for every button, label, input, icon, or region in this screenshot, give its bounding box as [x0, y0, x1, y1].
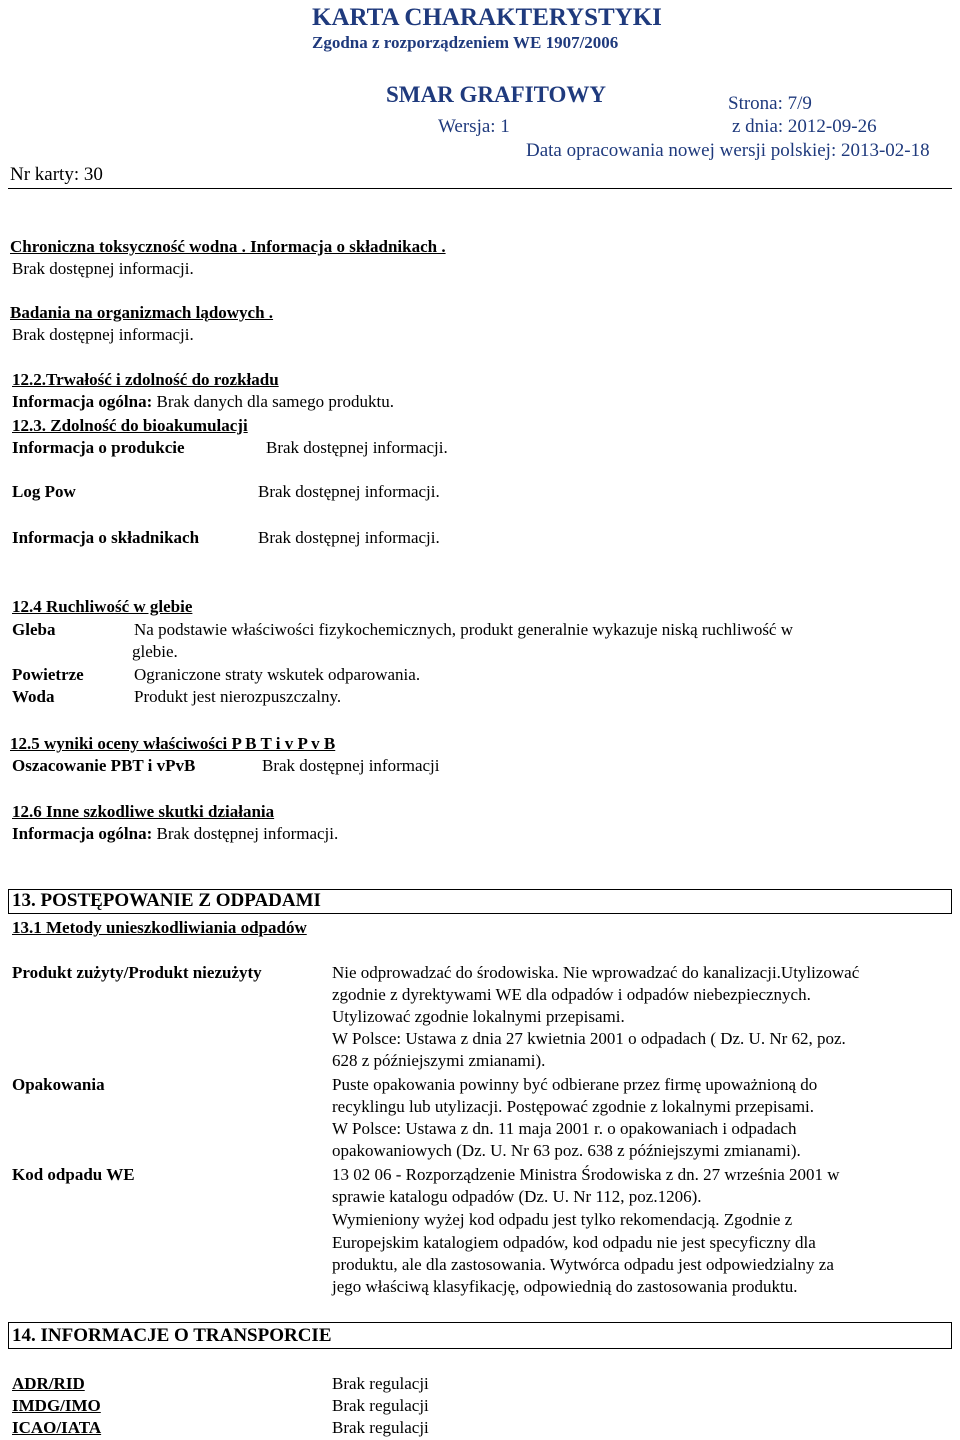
section-14-heading: 14. INFORMACJE O TRANSPORCIE: [8, 1322, 952, 1349]
section-13-heading: 13. POSTĘPOWANIE Z ODPADAMI: [8, 889, 952, 914]
persistence-label: Informacja ogólna:: [12, 392, 153, 411]
mobility-label: Gleba: [12, 620, 56, 639]
transport-value: Brak regulacji: [332, 1396, 429, 1415]
disposal-line: Utylizować zgodnie lokalnymi przepisami.: [332, 1007, 625, 1026]
transport-label: ADR/RID: [12, 1374, 85, 1393]
bioacc-value: Brak dostępnej informacji.: [266, 438, 448, 457]
terrestrial-text: Brak dostępnej informacji.: [12, 325, 194, 344]
disposal-line: opakowaniowych (Dz. U. Nr 63 poz. 638 z późniejszymi zmianami).: [332, 1141, 801, 1160]
terrestrial-heading: Badania na organizmach lądowych .: [10, 303, 274, 322]
mobility-value: Produkt jest nierozpuszczalny.: [134, 687, 342, 706]
disposal-line: 13 02 06 - Rozporządzenie Ministra Środowiska z dn. 27 września 2001 w: [332, 1165, 840, 1184]
transport-label: IMDG/IMO: [12, 1396, 101, 1415]
page-number: Strona: 7/9: [728, 93, 812, 114]
transport-label: ICAO/IATA: [12, 1418, 102, 1437]
version: Wersja: 1: [438, 116, 510, 137]
disposal-label: Opakowania: [12, 1075, 105, 1094]
pbt-heading: 12.5 wyniki oceny właściwości P B T i v P v B: [10, 734, 336, 753]
persistence-heading: 12.2.Trwałość i zdolność do rozkładu: [12, 370, 279, 389]
chronic-toxicity-heading: Chroniczna toksyczność wodna . Informacja o składnikach .: [10, 237, 446, 256]
mobility-value: Ograniczone straty wskutek odparowania.: [134, 665, 421, 684]
other-effects-label: Informacja ogólna:: [12, 824, 153, 843]
bioacc-value: Brak dostępnej informacji.: [258, 482, 440, 501]
transport-value: Brak regulacji: [332, 1374, 429, 1393]
mobility-value: Na podstawie właściwości fizykochemicznych, produkt generalnie wykazuje niską ruchliwość w: [134, 620, 794, 639]
polish-version-date: Data opracowania nowej wersji polskiej: 2013-02-18: [526, 140, 930, 161]
disposal-line: recyklingu lub utylizacji. Postępować zgodnie z lokalnymi przepisami.: [332, 1097, 815, 1116]
bioaccumulation-heading: 12.3. Zdolność do bioakumulacji: [12, 416, 248, 435]
mobility-heading: 12.4 Ruchliwość w glebie: [12, 597, 193, 616]
disposal-label: Kod odpadu WE: [12, 1165, 135, 1184]
header-divider: [8, 188, 952, 189]
disposal-line: Wymieniony wyżej kod odpadu jest tylko rekomendacją. Zgodnie z: [332, 1210, 793, 1229]
chronic-toxicity-text: Brak dostępnej informacji.: [12, 259, 194, 278]
disposal-line: produktu, ale dla zastosowania. Wytwórca odpadu jest odpowiedzialny za: [332, 1255, 834, 1274]
product-name: SMAR GRAFITOWY: [386, 82, 607, 107]
pbt-label: Oszacowanie PBT i vPvB: [12, 756, 196, 775]
disposal-line: Puste opakowania powinny być odbierane przez firmę upoważnioną do: [332, 1075, 818, 1094]
disposal-line: sprawie katalogu odpadów (Dz. U. Nr 112, poz.1206).: [332, 1187, 702, 1206]
document-title: KARTA CHARAKTERYSTYKI: [312, 4, 662, 31]
bioacc-label: Informacja o produkcie: [12, 438, 185, 457]
bioacc-label: Log Pow: [12, 482, 76, 501]
issue-date: z dnia: 2012-09-26: [732, 116, 877, 137]
disposal-line: Europejskim katalogiem odpadów, kod odpadu nie jest specyficzny dla: [332, 1233, 816, 1252]
regulation-subtitle: Zgodna z rozporządzeniem WE 1907/2006: [312, 33, 619, 52]
disposal-line: 628 z późniejszymi zmianami).: [332, 1051, 546, 1070]
transport-value: Brak regulacji: [332, 1418, 429, 1437]
bioacc-label: Informacja o składnikach: [12, 528, 200, 547]
disposal-line: Nie odprowadzać do środowiska. Nie wprowadzać do kanalizacji.Utylizować: [332, 963, 860, 982]
disposal-methods-heading: 13.1 Metody unieszkodliwiania odpadów: [12, 918, 307, 937]
bioacc-value: Brak dostępnej informacji.: [258, 528, 440, 547]
card-number: Nr karty: 30: [10, 164, 103, 185]
other-effects-line: [12, 823, 338, 845]
disposal-label: Produkt zużyty/Produkt niezużyty: [12, 963, 262, 982]
other-effects-value: Brak dostępnej informacji.: [152, 824, 339, 843]
mobility-value-cont: glebie.: [132, 642, 178, 661]
mobility-label: Woda: [12, 687, 55, 706]
disposal-line: zgodnie z dyrektywami WE dla odpadów i odpadów niebezpiecznych.: [332, 985, 811, 1004]
persistence-line: [12, 391, 394, 413]
disposal-line: W Polsce: Ustawa z dnia 27 kwietnia 2001 o odpadach ( Dz. U. Nr 62, poz.: [332, 1029, 846, 1048]
pbt-value: Brak dostępnej informacji: [262, 756, 440, 775]
persistence-text: Brak danych dla samego produktu.: [152, 392, 394, 411]
other-effects-heading: 12.6 Inne szkodliwe skutki działania: [12, 802, 275, 821]
mobility-label: Powietrze: [12, 665, 84, 684]
disposal-line: W Polsce: Ustawa z dn. 11 maja 2001 r. o opakowaniach i odpadach: [332, 1119, 797, 1138]
disposal-line: jego właściwą klasyfikację, odpowiednią do zastosowania produktu.: [332, 1277, 798, 1296]
